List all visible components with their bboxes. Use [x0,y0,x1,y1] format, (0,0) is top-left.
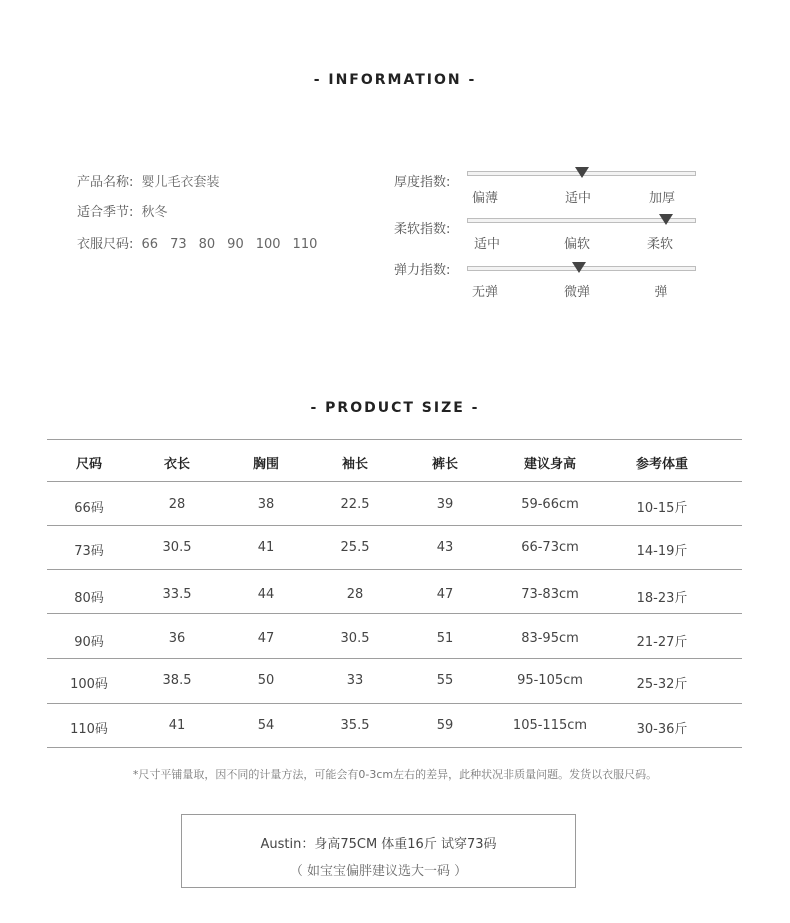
table-cell: 43 [436,540,454,555]
softness-option: 偏软 [563,237,591,252]
product-name-label: 产品名称: [77,175,134,190]
softness-option: 适中 [473,237,501,252]
table-cell: 47 [257,631,275,646]
size-value: 66 [141,237,159,252]
product-name-value: 婴儿毛衣套装 [141,175,220,190]
table-cell: 83-95cm [521,631,579,646]
size-value: 90 [227,237,244,252]
size-value: 80 [198,237,216,252]
table-cell: 28 [168,497,186,512]
size-label: 衣服尺码: [77,237,134,252]
table-cell: 18-23斤 [636,591,688,606]
table-cell: 25-32斤 [636,677,688,692]
season-value: 秋冬 [141,205,168,220]
table-header-cell: 建议身高 [523,457,577,472]
table-cell: 59-66cm [521,497,579,512]
table-header-cell: 裤长 [431,457,459,472]
table-cell: 14-19斤 [636,544,688,559]
table-cell: 33 [346,673,364,688]
table-cell: 55 [436,673,454,688]
table-cell: 38 [257,497,275,512]
table-cell: 54 [257,718,275,733]
table-cell: 90码 [74,635,104,650]
thickness-option: 适中 [564,191,592,206]
table-cell: 41 [257,540,275,555]
softness-option: 柔软 [646,237,674,252]
table-cell: 22.5 [340,497,370,512]
table-header-cell: 袖长 [341,457,369,472]
table-cell: 10-15斤 [636,501,688,516]
table-cell: 35.5 [340,718,370,733]
table-cell: 41 [168,718,186,733]
table-header-cell: 尺码 [75,457,103,472]
table-cell: 25.5 [340,540,370,555]
product-size-heading: - PRODUCT SIZE - [310,400,480,416]
table-header-cell: 胸围 [252,457,280,472]
table-header-cell: 衣长 [163,457,191,472]
size-value: 73 [170,237,187,252]
table-cell: 39 [436,497,454,512]
table-cell: 73码 [74,544,104,559]
table-cell: 95-105cm [517,673,583,688]
table-cell: 30.5 [340,631,370,646]
table-cell: 80码 [74,591,104,606]
elasticity-option: 弹 [654,285,668,300]
table-cell: 50 [257,673,275,688]
thickness-option: 偏薄 [471,191,499,206]
season-label: 适合季节: [77,205,134,220]
table-cell: 44 [257,587,275,602]
table-cell: 105-115cm [512,718,588,733]
model-info-line: Austin：身高75CM 体重16斤 试穿73码 [260,837,497,852]
softness-label: 柔软指数: [394,222,451,237]
table-cell: 38.5 [162,673,192,688]
table-cell: 30.5 [162,540,192,555]
size-value: 100 [255,237,281,252]
measurement-note: *尺寸平铺量取，因不同的计量方法，可能会有0-3cm左右的差异，此种状况非质量问题。发货以衣服尺码。 [132,768,658,781]
table-cell: 100码 [70,677,108,692]
model-advice-line: （ 如宝宝偏胖建议选大一码 ） [289,864,468,879]
table-cell: 28 [346,587,364,602]
table-cell: 73-83cm [521,587,579,602]
table-cell: 21-27斤 [636,635,688,650]
thickness-label: 厚度指数: [394,175,451,190]
table-cell: 59 [436,718,454,733]
table-cell: 33.5 [162,587,192,602]
table-cell: 47 [436,587,454,602]
table-cell: 36 [168,631,186,646]
size-value: 110 [292,237,318,252]
information-heading: - INFORMATION - [313,72,477,88]
table-header-cell: 参考体重 [635,457,689,472]
table-cell: 30-36斤 [636,722,688,737]
thickness-option: 加厚 [648,191,676,206]
table-cell: 51 [436,631,454,646]
elasticity-option: 微弹 [563,285,591,300]
model-info-box [181,814,576,888]
table-cell: 66-73cm [521,540,579,555]
table-cell: 110码 [70,722,108,737]
table-cell: 66码 [74,501,104,516]
elasticity-option: 无弹 [471,285,499,300]
elasticity-label: 弹力指数: [394,263,451,278]
